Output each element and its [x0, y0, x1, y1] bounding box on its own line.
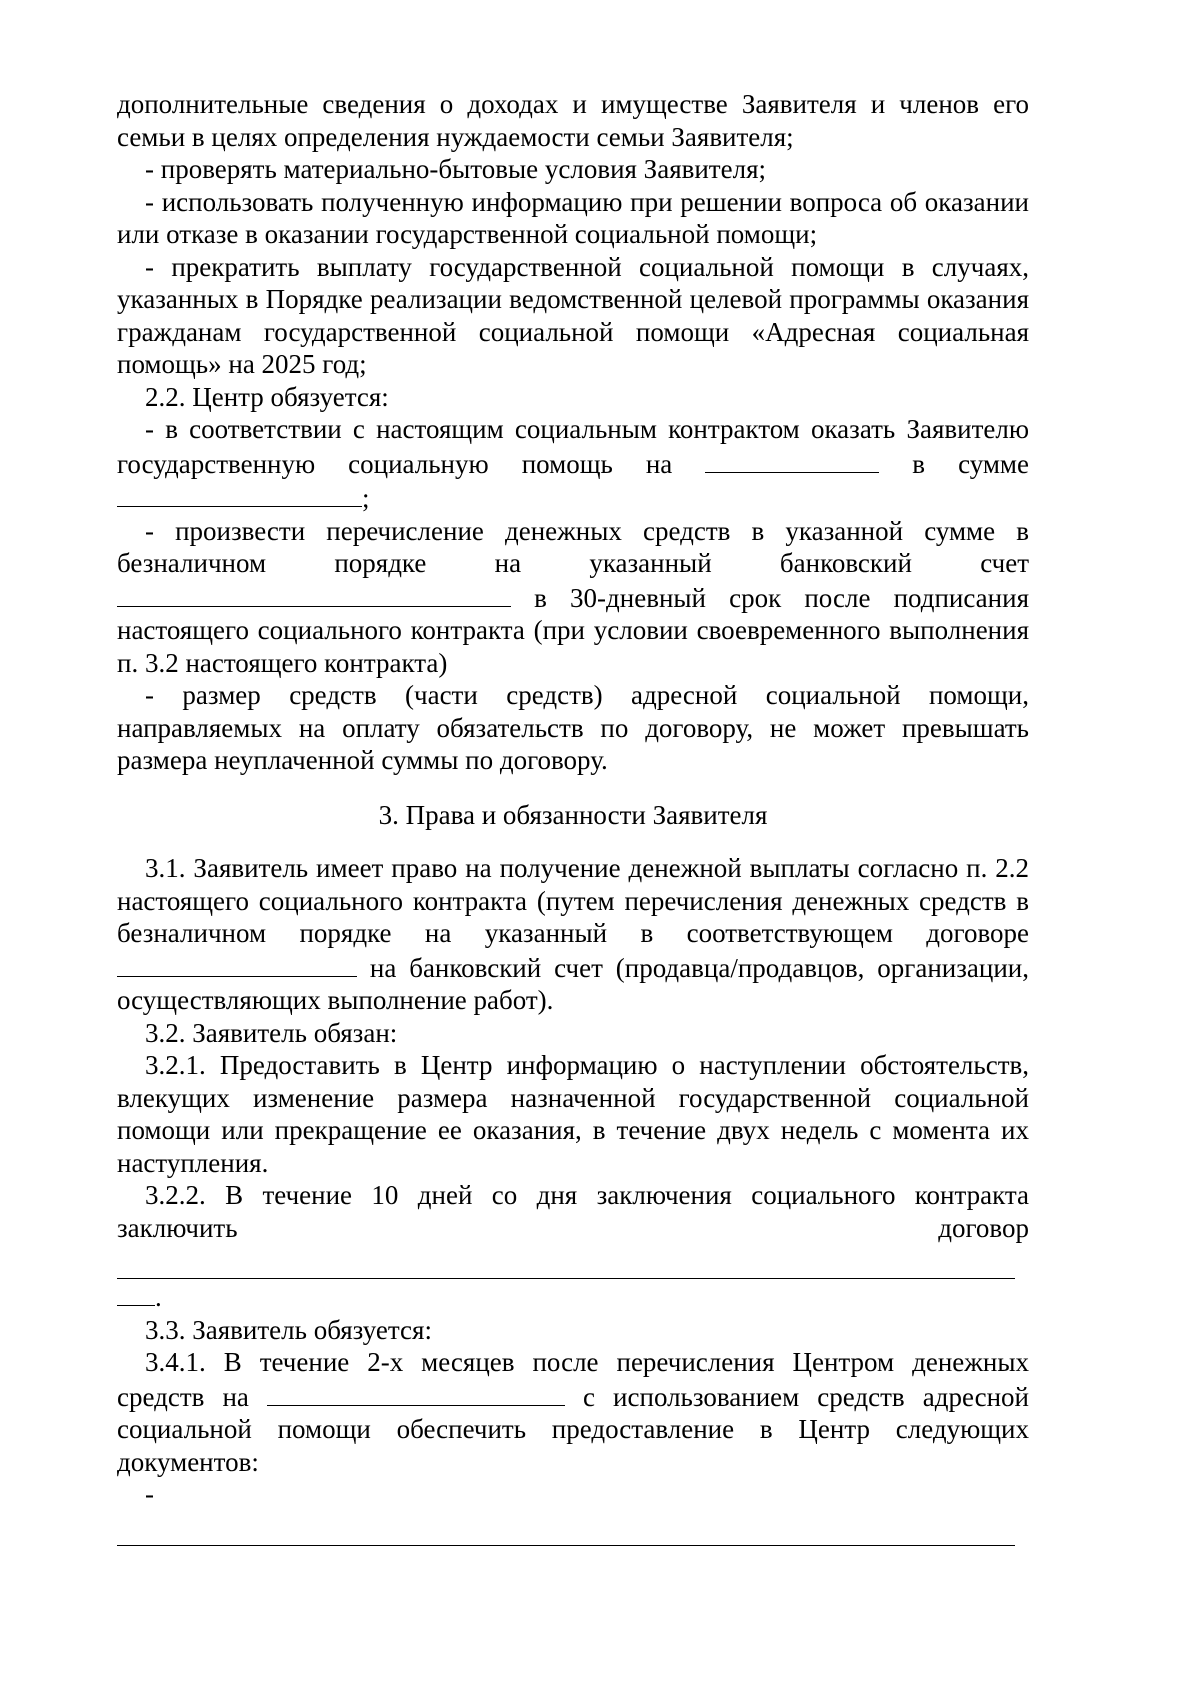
contract-name-blank-continuation: . [117, 1279, 1029, 1314]
paragraph-3-2-1: 3.2.1. Предоставить в Центр информацию о наступлении обстоятельств, влекущих изменение размера назначенной государственной социальной помощи или прекращение ее оказания, в течение двух недель с момента их наступления. [117, 1050, 1029, 1178]
paragraph-transfer-funds: - произвести перечисление денежных средств в указанной сумме в безналичном порядке на указанный банковский счет в 30-дневный срок после подписания настоящего социального контракта (при условии своевременного выполнения п. 3.2 настоящего контракта) [117, 515, 1029, 678]
section-3-heading: 3. Права и обязанности Заявителя [378, 799, 768, 830]
document-list-item: - [145, 1479, 154, 1509]
document-list-blank-line[interactable] [117, 1513, 1015, 1546]
paragraph-stop-payment: - прекратить выплату государственной социальной помощи в случаях, указанных в Порядке реализации ведомственной целевой программы оказания гражданам государственной социальной помощи «Адресная социальная помощь» на 2025 год; [117, 251, 1029, 379]
paragraph-use-information: - использовать полученную информацию при решении вопроса об оказании или отказе в оказании государственной социальной помощи; [117, 186, 1029, 249]
bank-account-blank[interactable] [117, 580, 511, 607]
paragraph-3-1: 3.1. Заявитель имеет право на получение денежной выплаты согласно п. 2.2 настоящего социального контракта (путем перечисления денежных средств в безналичном порядке на указанный в соответствующем договоре на банковский счет (продавца/продавцов, организации, осуществляющих выполнение работ). [117, 853, 1030, 1015]
document-body [117, 88, 1029, 1546]
paragraph-provide-assistance: - в соответствии с настоящим социальным контрактом оказать Заявителю государственную социальную помощь на в сумме ; [117, 414, 1029, 513]
purchase-purpose-blank[interactable] [267, 1379, 565, 1406]
contract-blank[interactable] [117, 950, 357, 977]
paragraph-amount-limit: - размер средств (части средств) адресной социальной помощи, направляемых на оплату обязательств по договору, не может превышать размера неуплаченной суммы по договору. [117, 680, 1029, 775]
contract-name-blank-tail[interactable] [117, 1279, 155, 1306]
paragraph-3-4-1: 3.4.1. В течение 2-х месяцев после перечисления Центром денежных средств на с использованием средств адресной социальной помощи обеспечить предоставление в Центр следующих документов: [117, 1347, 1029, 1477]
section-3-3-heading: 3.3. Заявитель обязуется: [145, 1314, 432, 1345]
assistance-purpose-blank[interactable] [705, 446, 879, 473]
paragraph-3-2-2: 3.2.2. В течение 10 дней со дня заключения социального контракта заключить договор [117, 1180, 1029, 1243]
assistance-amount-blank[interactable] [117, 480, 362, 507]
contract-name-blank-line[interactable] [117, 1246, 1015, 1279]
section-2-2-heading: 2.2. Центр обязуется: [145, 381, 389, 412]
paragraph-income-info: дополнительные сведения о доходах и имуществе Заявителя и членов его семьи в целях определения нуждаемости семьи Заявителя; [117, 89, 1029, 152]
paragraph-check-conditions: - проверять материально-бытовые условия Заявителя; [145, 154, 766, 184]
section-3-2-heading: 3.2. Заявитель обязан: [145, 1017, 398, 1048]
